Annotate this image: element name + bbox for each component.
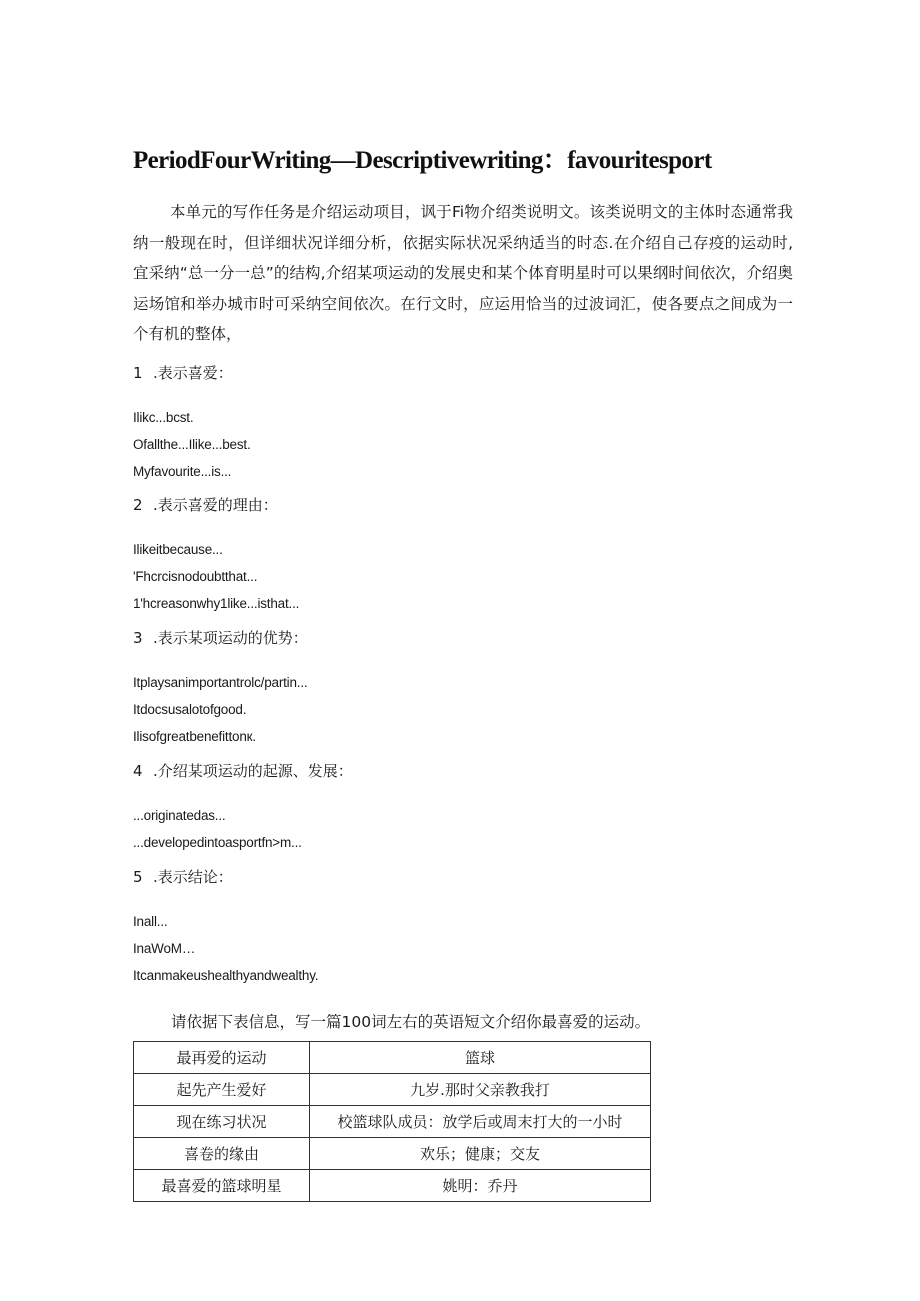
section-number: 4 <box>133 762 143 780</box>
table-cell-value: 欢乐；健康；交友 <box>310 1138 651 1170</box>
table-cell-value: 姚明：乔丹 <box>310 1170 651 1202</box>
section-label: .表示某项运动的优势： <box>153 629 308 647</box>
phrase-item: ...originatedas... <box>133 808 226 823</box>
section-heading-5 <box>133 866 233 888</box>
info-table <box>133 1041 651 1202</box>
table-cell-label: 喜卷的缘由 <box>134 1138 310 1170</box>
table-row <box>134 1106 651 1138</box>
section-heading-1 <box>133 362 233 384</box>
table-cell-label: 最再爱的运动 <box>134 1042 310 1074</box>
section-label: .表示喜爱： <box>153 364 233 382</box>
section-number: 1 <box>133 364 143 382</box>
phrase-item: ...developedintoasportfn>m... <box>133 835 302 850</box>
intro-paragraph: 本单元的写作任务是介绍运动项目，讽于Fi物介绍类说明文。该类说明文的主体时态通常我纳一般现在时，但详细状况详细分析，依据实际状况采纳适当的时态.在介绍自己存疫的运动时,宜采纳“总一分一总”的结构,介绍某项运动的发展史和某个体育明星时可以果纲时间依次，介绍奥运场馆和举办城市时可采纳空间依次。在行文时，应运用恰当的过波词汇，使各要点之间成为一个有机的整体， <box>133 203 793 343</box>
section-heading-3 <box>133 627 308 649</box>
table-row <box>134 1170 651 1202</box>
phrase-item: Itcanmakeushealthyandwealthy. <box>133 968 319 983</box>
phrase-item: 1'hcreasonwhy1like...isthat... <box>133 596 300 611</box>
writing-instruction: 请依据下表信息，写一篇100词左右的英语短文介绍你最喜爱的运动。 <box>171 1013 651 1031</box>
phrase-item: Ilisofgreatbenefittonк. <box>133 729 256 744</box>
section-heading-4 <box>133 760 353 782</box>
section-label: .介绍某项运动的起源、发展： <box>153 762 353 780</box>
table-row <box>134 1138 651 1170</box>
table-cell-value: 九岁.那时父亲教我打 <box>310 1074 651 1106</box>
phrase-item: InaWoM… <box>133 941 196 956</box>
phrase-item: Ofallthe...Ilike...best. <box>133 437 251 452</box>
table-cell-value: 校篮球队成员：放学后或周末打大的一小时 <box>310 1106 651 1138</box>
table-row <box>134 1074 651 1106</box>
section-number: 5 <box>133 868 143 886</box>
phrase-item: Ilikc...bcst. <box>133 410 194 425</box>
table-cell-value: 篮球 <box>310 1042 651 1074</box>
table-cell-label: 最喜爱的篮球明星 <box>134 1170 310 1202</box>
phrase-item: Myfavourite...is... <box>133 464 232 479</box>
table-row <box>134 1042 651 1074</box>
section-label: .表示喜爱的理由： <box>153 496 278 514</box>
phrase-item: Itdocsusalotofgood. <box>133 702 247 717</box>
section-number: 2 <box>133 496 143 514</box>
table-cell-label: 现在练习状况 <box>134 1106 310 1138</box>
phrase-item: Inall... <box>133 914 168 929</box>
page-title: PeriodFourWriting—Descriptivewriting：favouritesport <box>133 147 712 174</box>
phrase-item: 'Fhcrcisnodoubtthat... <box>133 569 258 584</box>
section-number: 3 <box>133 629 143 647</box>
phrase-item: Ilikeitbecause... <box>133 542 223 557</box>
phrase-item: Itplaysanimportantrolc/partin... <box>133 675 308 690</box>
table-cell-label: 起先产生爱好 <box>134 1074 310 1106</box>
section-heading-2 <box>133 494 278 516</box>
section-label: .表示结论： <box>153 868 233 886</box>
